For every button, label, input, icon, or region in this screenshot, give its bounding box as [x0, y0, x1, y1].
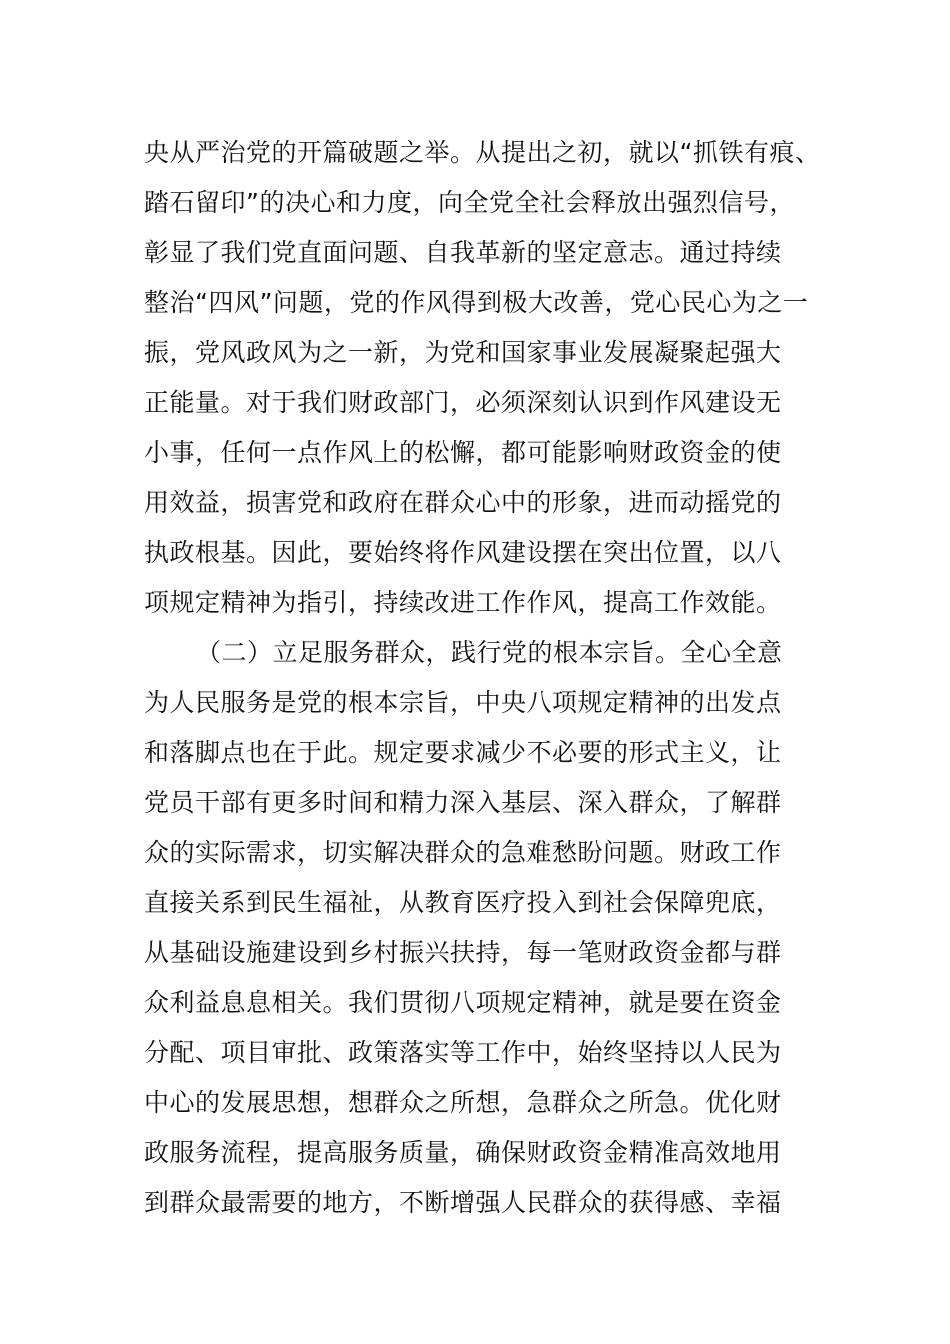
text-line: 中心的发展思想，想群众之所想，急群众之所急。优化财 — [144, 1088, 782, 1117]
text-line: 彰显了我们党直面问题、自我革新的坚定意志。通过持续 — [144, 238, 782, 267]
text-line: 党员干部有更多时间和精力深入基层、深入群众，了解群 — [144, 788, 782, 817]
text-line: 小事，任何一点作风上的松懈，都可能影响财政资金的使 — [144, 438, 782, 467]
text-line: 政服务流程，提高服务质量，确保财政资金精准高效地用 — [144, 1138, 782, 1167]
text-line: 整治“四风”问题，党的作风得到极大改善，党心民心为之一 — [144, 288, 809, 317]
body-text — [144, 128, 824, 1228]
text-line: 振，党风政风为之一新，为党和国家事业发展凝聚起强大 — [144, 338, 782, 367]
text-line: 正能量。对于我们财政部门，必须深刻认识到作风建设无 — [144, 388, 782, 417]
text-line: 从基础设施建设到乡村振兴扶持，每一笔财政资金都与群 — [144, 938, 782, 967]
section-heading-line: （二）立足服务群众，践行党的根本宗旨。全心全意 — [196, 638, 783, 667]
text-line: 踏石留印”的决心和力度，向全党全社会释放出强烈信号， — [144, 188, 795, 217]
text-line: 到群众最需要的地方，不断增强人民群众的获得感、幸福 — [144, 1188, 782, 1217]
text-line: 和落脚点也在于此。规定要求减少不必要的形式主义，让 — [144, 738, 782, 767]
text-line: 直接关系到民生福祉，从教育医疗投入到社会保障兜底， — [144, 888, 782, 917]
text-line: 为人民服务是党的根本宗旨，中央八项规定精神的出发点 — [144, 688, 782, 717]
text-line: 项规定精神为指引，持续改进工作作风，提高工作效能。 — [144, 588, 782, 617]
text-line: 众的实际需求，切实解决群众的急难愁盼问题。财政工作 — [144, 838, 782, 867]
text-line: 用效益，损害党和政府在群众心中的形象，进而动摇党的 — [144, 488, 782, 517]
text-line: 众利益息息相关。我们贯彻八项规定精神，就是要在资金 — [144, 988, 782, 1017]
text-line: 执政根基。因此，要始终将作风建设摆在突出位置，以八 — [144, 538, 782, 567]
text-line: 分配、项目审批、政策落实等工作中，始终坚持以人民为 — [144, 1038, 782, 1067]
text-line: 央从严治党的开篇破题之举。从提出之初，就以“抓铁有痕、 — [144, 138, 821, 167]
